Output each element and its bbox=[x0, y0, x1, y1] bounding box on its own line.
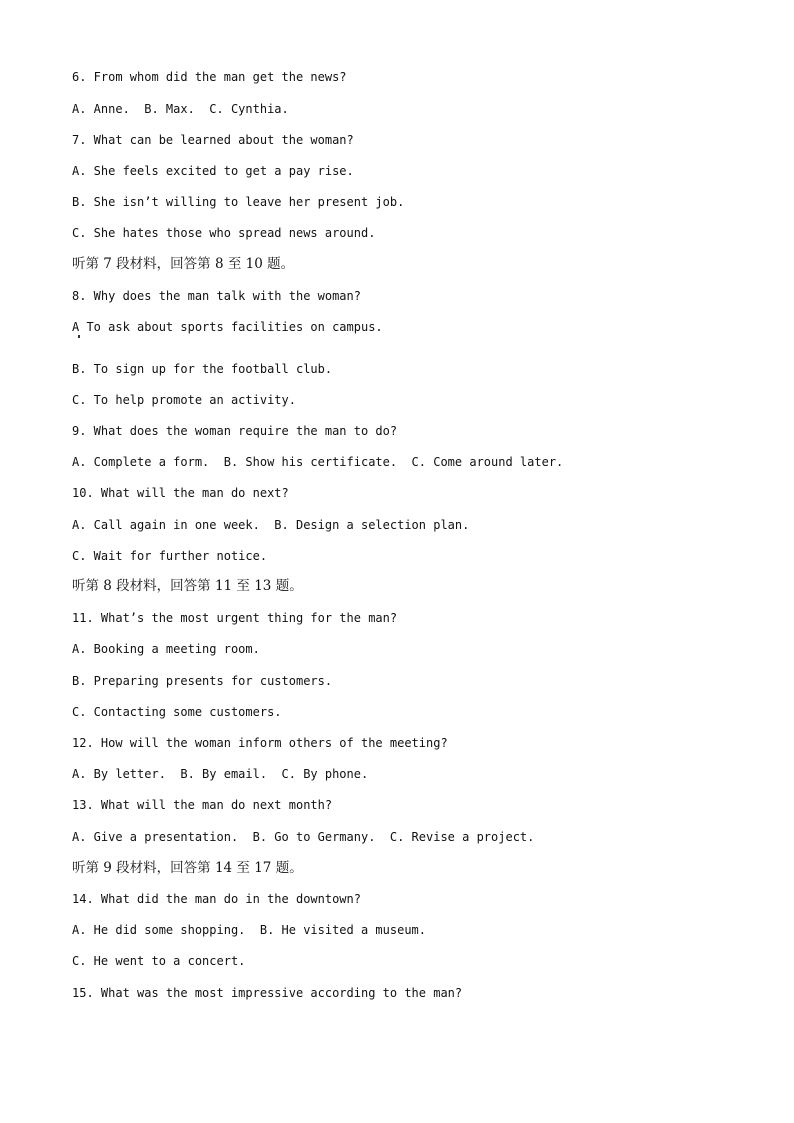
question-6-options: A. Anne. B. Max. C. Cynthia. bbox=[72, 102, 289, 116]
question-14-option-c: C. He went to a concert. bbox=[72, 954, 246, 968]
question-11: 11. What’s the most urgent thing for the man? bbox=[72, 611, 398, 625]
question-7-option-b: B. She isn’t willing to leave her present job. bbox=[72, 195, 405, 209]
question-9-options: A. Complete a form. B. Show his certificate. C. Come around later. bbox=[72, 455, 564, 469]
question-12: 12. How will the woman inform others of the meeting? bbox=[72, 736, 448, 750]
question-8-option-c: C. To help promote an activity. bbox=[72, 393, 296, 407]
section-heading-8: 听第 8 段材料，回答第 11 至 13 题。 bbox=[72, 578, 303, 594]
question-7-option-a: A. She feels excited to get a pay rise. bbox=[72, 164, 354, 178]
question-11-option-a: A. Booking a meeting room. bbox=[72, 642, 260, 656]
question-10: 10. What will the man do next? bbox=[72, 486, 289, 500]
question-14: 14. What did the man do in the downtown? bbox=[72, 892, 361, 906]
question-11-option-c: C. Contacting some customers. bbox=[72, 705, 282, 719]
question-7-option-c: C. She hates those who spread news around. bbox=[72, 226, 376, 240]
question-10-option-c: C. Wait for further notice. bbox=[72, 549, 268, 563]
question-9: 9. What does the woman require the man to do? bbox=[72, 424, 398, 438]
section-heading-9: 听第 9 段材料，回答第 14 至 17 题。 bbox=[72, 860, 303, 876]
question-14-options-ab: A. He did some shopping. B. He visited a museum. bbox=[72, 923, 427, 937]
question-6: 6. From whom did the man get the news? bbox=[72, 70, 347, 84]
question-8: 8. Why does the man talk with the woman? bbox=[72, 289, 361, 303]
question-12-options: A. By letter. B. By email. C. By phone. bbox=[72, 767, 369, 781]
question-8-option-b: B. To sign up for the football club. bbox=[72, 362, 333, 376]
question-10-options-ab: A. Call again in one week. B. Design a selection plan. bbox=[72, 518, 470, 532]
question-15: 15. What was the most impressive according to the man? bbox=[72, 986, 463, 1000]
section-heading-7: 听第 7 段材料，回答第 8 至 10 题。 bbox=[72, 256, 295, 272]
stray-mark bbox=[78, 335, 80, 338]
question-13-options: A. Give a presentation. B. Go to Germany. C. Revise a project. bbox=[72, 830, 535, 844]
question-11-option-b: B. Preparing presents for customers. bbox=[72, 674, 333, 688]
question-7: 7. What can be learned about the woman? bbox=[72, 133, 354, 147]
question-13: 13. What will the man do next month? bbox=[72, 798, 333, 812]
question-8-option-a: A To ask about sports facilities on campus. bbox=[72, 320, 383, 334]
